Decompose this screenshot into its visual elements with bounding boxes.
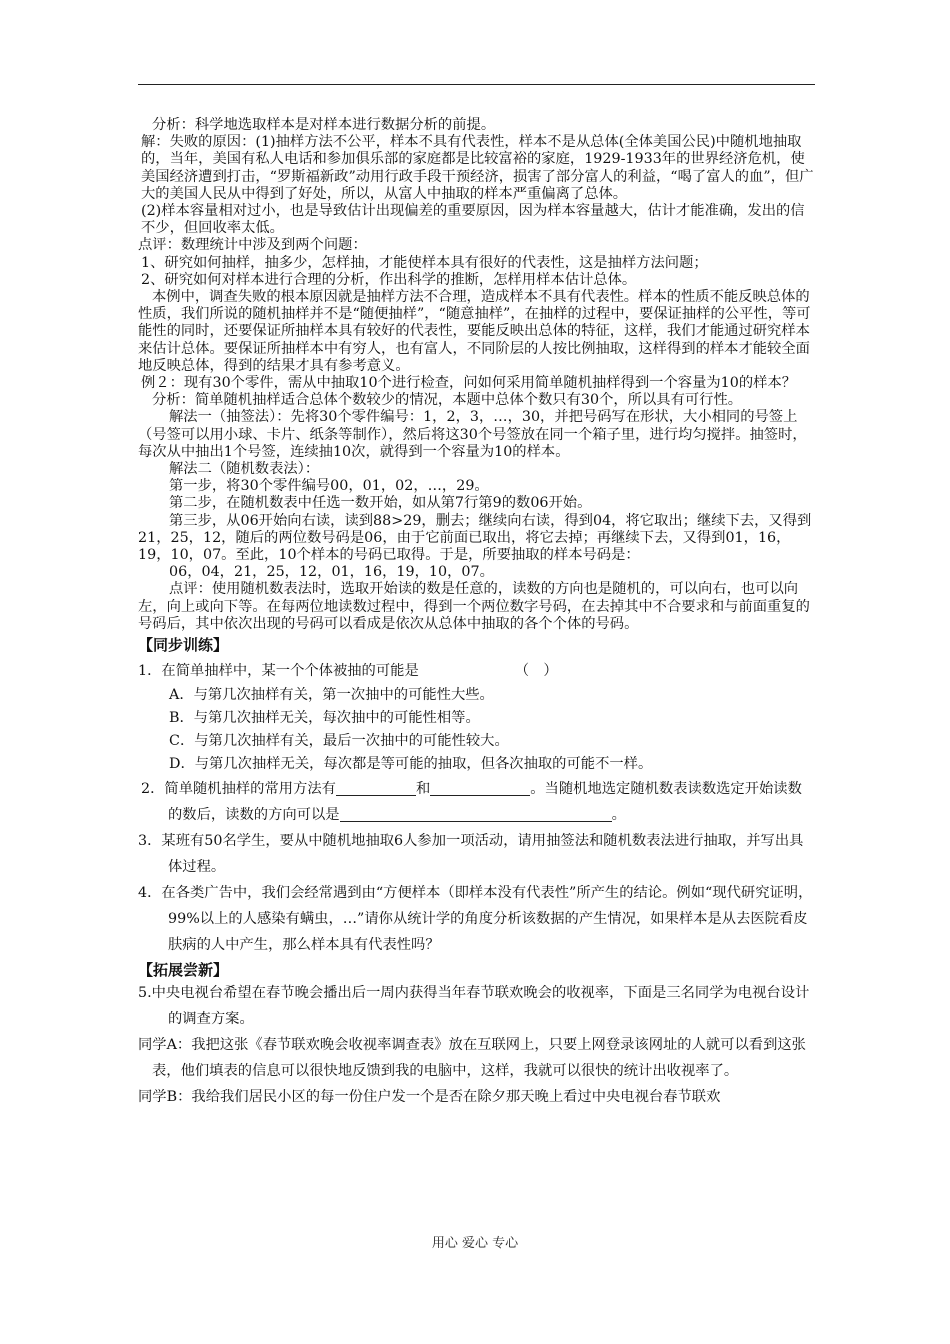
option-a: A．与第几次抽样有关，第一次抽中的可能性大些。 [169,687,494,704]
fill-blank-3 [340,805,612,822]
solution-paragraph-2: (2)样本容量相对过小，也是导致估计出现偏差的重要原因，因为样本容量越大，估计才能准确，发出的信不少，但回收率太低。 [141,203,805,237]
method-2-title: 解法二（随机数表法）： [169,461,320,478]
question-2-text-b: 和 [415,781,431,798]
student-a-plan: 同学A：我把这张《春节联欢晚会收视率调查表》放在互联网上，只要上网登录该网址的人就可以看到这张表，他们填表的信息可以很快地反馈到我的电脑中，这样，我就可以很快的统计出收视率了。 [138,1037,806,1080]
comment-item-2: 2、研究如何对样本进行合理的分析，作出科学的推断，怎样用样本估计总体。 [141,271,637,288]
header-rule [138,84,815,85]
method-2-step-2: 第二步，在随机数表中任选一数开始，如从第7行第9的数06开始。 [169,495,592,512]
method-1-paragraph: 解法一（抽签法）：先将30个零件编号：1，2，3，…，30，并把号码写在形状，大小相同的号签上（号签可以用小球、卡片、纸条等制作），然后将这30个号签放在同一个箱子里，进行均匀搅拌。抽签时，每次从中抽出1个号签，连续抽10次，就得到一个容量为10的样本。 [138,409,807,460]
option-d: D．与第几次抽样无关，每次都是等可能的抽取，但各次抽取的可能不一样。 [169,756,653,773]
example-2-paragraph: 例２：现有30个零件，需从中抽取10个进行检查，问如何采用简单随机抽样得到一个容量为10的样本？ [141,375,797,392]
sample-numbers: 06，04，21，25，12，01，16，19，10，07。 [169,564,494,581]
document-body [138,117,816,1110]
option-b: B．与第几次抽样无关，每次抽中的可能性相等。 [169,710,480,727]
answer-paren: （ ） [514,663,558,680]
solution-paragraph: 解：失败的原因：(1)抽样方法不公平，样本不具有代表性，样本不是从总体(全体美国公民)中随机地抽取的，当年，美国有私人电话和参加俱乐部的家庭都是比较富裕的家庭，1929-1933年的世界经济危机，使美国经济遭到打击，“罗斯福新政”动用行政手段干预经济，损害了部分富人的利益，“喝了富人的血”，但广大的美国人民从中得到了好处，所以，从富人中抽取的样本严重偏离了总体。 [141,134,814,202]
question-2 [138,776,816,828]
question-1 [138,659,816,684]
method-2-step-3: 第三步，从06开始向右读，读到88>29，删去；继续向右读，得到04，将它取出；继续下去，又得到21，25，12，随后的两位数号码是06，由于它前面已取出，将它去掉；再继续下去，又得到01，16，19，10，07。至此，10个样本的号码已取得。于是，所要抽取的样本号码是： [138,512,812,564]
question-2-text-d: 。 [611,807,626,824]
example-2-analysis: 分析：简单随机抽样适合总体个数较少的情况，本题中总体个数只有30个，所以具有可行性。 [152,392,743,409]
question-1-text: 在简单抽样中，某一个个体被抽的可能是 [161,663,419,680]
question-2-text-c: 。当随机地选定随机数表读数选定开始读数的数后，读数的方向可以是 [168,781,802,824]
option-c: C．与第几次抽样有关，最后一次抽中的可能性较大。 [169,733,509,750]
student-b-plan: 同学B：我给我们居民小区的每一份住户发一个是否在除夕那天晚上看过中央电视台春节联欢 [138,1089,721,1106]
question-5: 5.中央电视台希望在春节晚会播出后一周内获得当年春节联欢晚会的收视率，下面是三名同学为电视台设计的调查方案。 [138,985,810,1028]
sync-training-heading: 【同步训练】 [138,636,229,655]
expand-heading: 【拓展尝新】 [138,961,229,980]
comment-item-1: 1、研究如何抽样，抽多少，怎样抽，才能使样本具有很好的代表性，这是抽样方法问题； [141,254,708,271]
analysis-paragraph: 分析：科学地选取样本是对样本进行数据分析的前提。 [152,117,496,133]
fill-blank-1 [336,779,416,796]
explanation-paragraph: 本例中，调查失败的根本原因就是抽样方法不合理，造成样本不具有代表性。样本的性质不能反映总体的性质，我们所说的随机抽样并不是“随便抽样”，“随意抽样”，在抽样的过程中，要保证抽样的公平性，等可能性的同时，还要保证所抽样本具有较好的代表性，要能反映出总体的特征，这样，我们才能通过研究样本来估计总体。要保证所抽样本中有穷人，也有富人，不同阶层的人按比例抽取，这样得到的样本才能较全面地反映总体，得到的结果才具有参考意义。 [138,289,811,374]
question-4: 4．在各类广告中，我们会经常遇到由“方便样本（即样本没有代表性”所产生的结论。例如“现代研究证明，99%以上的人感染有螨虫，…”请你从统计学的角度分析该数据的产生情况，如果样本是从去医院看皮肤病的人中产生，那么样本具有代表性吗？ [138,885,813,954]
method-comment: 点评：使用随机数表法时，选取开始读的数是任意的，读数的方向也是随机的，可以向右，也可以向左，向上或向下等。在每两位地读数过程中，得到一个两位数字号码，在去掉其中不合要求和与前面重复的号码后，其中依次出现的号码可以看成是依次从总体中抽取的各个个体的号码。 [138,581,810,632]
method-2-step-1: 第一步，将30个零件编号00，01，02，…，29。 [169,478,489,495]
question-3: 3．某班有50名学生，要从中随机地抽取6人参加一项活动，请用抽签法和随机数表法进行抽取，并写出具体过程。 [138,833,804,876]
page-footer: 用心 爱心 专心 [431,1236,519,1251]
fill-blank-2 [430,779,530,796]
question-1-number: 1． [138,663,162,680]
comment-paragraph: 点评：数理统计中涉及到两个问题： [138,237,367,254]
question-2-text-a: 2．简单随机抽样的常用方法有 [141,781,336,798]
